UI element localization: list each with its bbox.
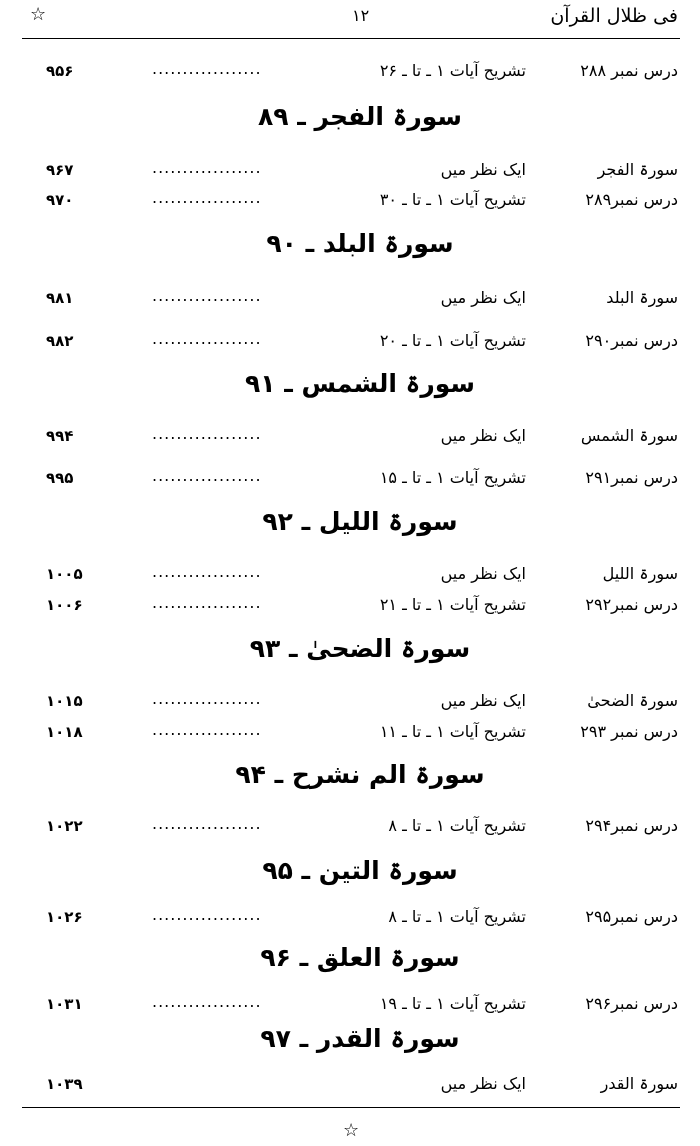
entry-description: ایک نظر میں xyxy=(440,426,526,445)
surah-heading: سورۃ اللیل ـ ۹۲ xyxy=(262,507,458,536)
entry-description: ایک نظر میں xyxy=(440,1074,526,1093)
toc-entry xyxy=(0,330,700,354)
toc-entry xyxy=(0,189,700,213)
entry-description: ایک نظر میں xyxy=(440,691,526,710)
entry-page-number: ۱۰۲۶ xyxy=(46,908,83,926)
toc-entry xyxy=(0,563,700,587)
toc-entry xyxy=(0,594,700,618)
header-star-icon: ☆ xyxy=(30,4,47,25)
entry-label: درس نمبر۲۹۱ xyxy=(585,468,678,487)
entry-description: ایک نظر میں xyxy=(440,564,526,583)
surah-heading: سورۃ القدر ـ ۹۷ xyxy=(260,1024,460,1053)
toc-entry xyxy=(0,425,700,449)
entry-label: سورۃ اللیل xyxy=(602,564,678,583)
entry-page-number: ۱۰۳۱ xyxy=(46,995,83,1013)
entry-page-number: ۹۸۱ xyxy=(46,289,74,307)
surah-heading: سورۃ العلق ـ ۹۶ xyxy=(260,943,460,972)
entry-label: درس نمبر۲۹۶ xyxy=(585,994,678,1013)
entry-page-number: ۱۰۱۸ xyxy=(46,723,83,741)
entry-description: تشریح آیات ۱ ـ تا ـ ۱۵ xyxy=(379,468,526,487)
dot-leader: .................. xyxy=(152,905,262,924)
entry-label: سورۃ البلد xyxy=(606,288,678,307)
entry-description: تشریح آیات ۱ ـ تا ـ ۸ xyxy=(388,907,526,926)
entry-label: سورۃ القدر xyxy=(600,1074,678,1093)
entry-page-number: ۱۰۰۶ xyxy=(46,596,83,614)
dot-leader: .................. xyxy=(152,286,262,305)
dot-leader: .................. xyxy=(152,329,262,348)
entry-page-number: ۹۶۷ xyxy=(46,161,74,179)
dot-leader: .................. xyxy=(152,814,262,833)
dot-leader: .................. xyxy=(152,689,262,708)
dot-leader: .................. xyxy=(152,992,262,1011)
toc-entry xyxy=(0,815,700,839)
entry-page-number: ۱۰۰۵ xyxy=(46,565,83,583)
entry-label: سورۃ الضحیٰ xyxy=(587,691,678,710)
surah-heading: سورۃ التین ـ ۹۵ xyxy=(262,856,458,885)
entry-description: تشریح آیات ۱ ـ تا ـ ۲۶ xyxy=(379,61,526,80)
book-title: فی ظلال القرآن xyxy=(550,5,678,27)
entry-label: درس نمبر ۲۹۳ xyxy=(580,722,678,741)
entry-label: درس نمبر۲۹۲ xyxy=(585,595,678,614)
dot-leader: .................. xyxy=(152,158,262,177)
surah-heading: سورۃ الفجر ـ ۸۹ xyxy=(257,102,462,131)
toc-entry xyxy=(0,690,700,714)
entry-page-number: ۹۹۵ xyxy=(46,469,74,487)
entry-label: درس نمبر۲۹۵ xyxy=(585,907,678,926)
dot-leader: .................. xyxy=(152,593,262,612)
surah-heading: سورۃ الشمس ـ ۹۱ xyxy=(245,369,475,398)
toc-entry xyxy=(0,993,700,1017)
toc-entry xyxy=(0,60,700,84)
dot-leader: .................. xyxy=(152,424,262,443)
entry-description: تشریح آیات ۱ ـ تا ـ ۲۰ xyxy=(379,331,526,350)
dot-leader: .................. xyxy=(152,466,262,485)
entry-page-number: ۹۷۰ xyxy=(46,191,74,209)
entry-page-number: ۱۰۲۲ xyxy=(46,817,83,835)
surah-heading: سورۃ البلد ـ ۹۰ xyxy=(266,229,454,258)
toc-entry xyxy=(0,287,700,311)
entry-description: ایک نظر میں xyxy=(440,160,526,179)
surah-heading: سورۃ الم نشرح ـ ۹۴ xyxy=(235,760,485,789)
toc-entry xyxy=(0,906,700,930)
dot-leader: .................. xyxy=(152,562,262,581)
toc-entry xyxy=(0,1073,700,1097)
entry-label: درس نمبر۲۹۰ xyxy=(585,331,678,350)
entry-label: درس نمبر۲۸۹ xyxy=(585,190,678,209)
toc-entry xyxy=(0,721,700,745)
entry-description: ایک نظر میں xyxy=(440,288,526,307)
header-rule xyxy=(22,38,680,39)
dot-leader: .................. xyxy=(152,188,262,207)
entry-page-number: ۹۹۴ xyxy=(46,427,74,445)
surah-heading: سورۃ الضحیٰ ـ ۹۳ xyxy=(249,634,471,663)
entry-description: تشریح آیات ۱ ـ تا ـ ۱۹ xyxy=(379,994,526,1013)
entry-page-number: ۹۸۲ xyxy=(46,332,74,350)
entry-label: سورۃ الفجر xyxy=(597,160,678,179)
footer-rule xyxy=(22,1107,680,1108)
entry-label: درس نمبر ۲۸۸ xyxy=(580,61,678,80)
dot-leader: .................. xyxy=(152,720,262,739)
dot-leader: .................. xyxy=(152,59,262,78)
entry-description: تشریح آیات ۱ ـ تا ـ ۳۰ xyxy=(379,190,526,209)
entry-description: تشریح آیات ۱ ـ تا ـ ۲۱ xyxy=(379,595,526,614)
entry-page-number: ۱۰۳۹ xyxy=(46,1075,83,1093)
entry-page-number: ۱۰۱۵ xyxy=(46,692,83,710)
entry-description: تشریح آیات ۱ ـ تا ـ ۱۱ xyxy=(379,722,526,741)
entry-label: درس نمبر۲۹۴ xyxy=(585,816,678,835)
entry-label: سورۃ الشمس xyxy=(580,426,678,445)
entry-description: تشریح آیات ۱ ـ تا ـ ۸ xyxy=(388,816,526,835)
toc-entry xyxy=(0,159,700,183)
entry-page-number: ۹۵۶ xyxy=(46,62,74,80)
toc-entry xyxy=(0,467,700,491)
page-number: ۱۲ xyxy=(352,6,370,25)
footer-star-icon: ☆ xyxy=(343,1120,360,1141)
